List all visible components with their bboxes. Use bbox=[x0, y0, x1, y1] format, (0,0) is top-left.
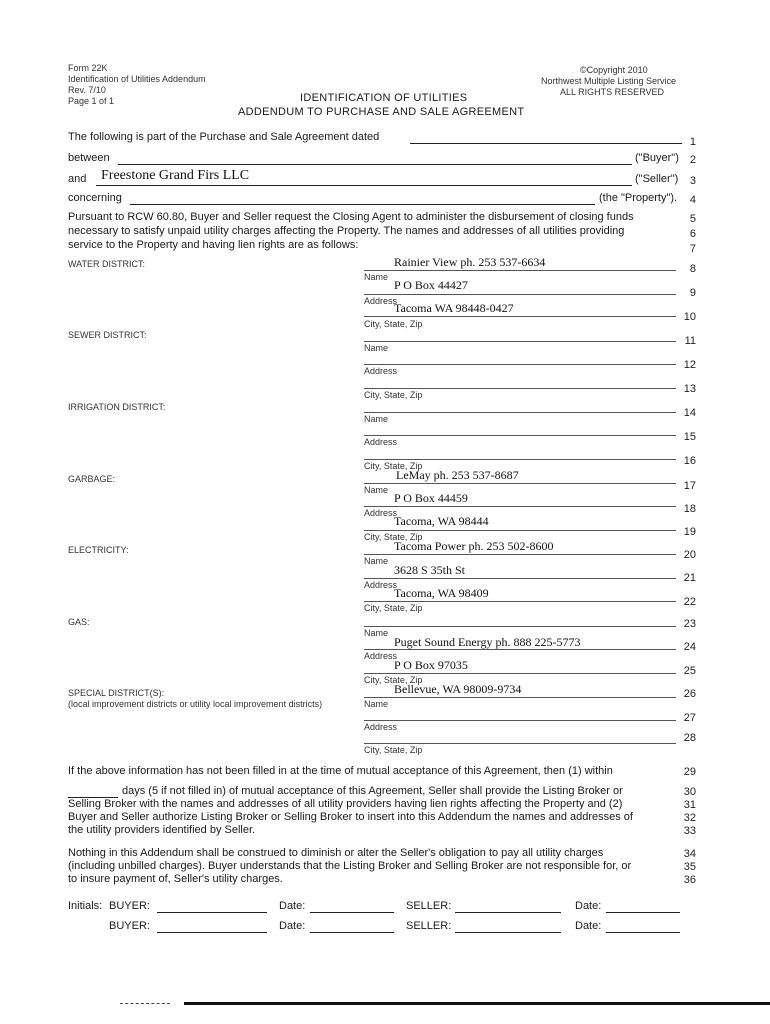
water-address-label: Address bbox=[364, 296, 398, 306]
form-name: Identification of Utilities Addendum bbox=[68, 74, 206, 84]
electricity-name-field[interactable] bbox=[364, 554, 676, 555]
line-number: 16 bbox=[683, 455, 696, 467]
line-number: 23 bbox=[683, 618, 696, 630]
form-revision: Rev. 7/10 bbox=[68, 85, 106, 95]
water-city-field[interactable] bbox=[364, 316, 676, 317]
line-number: 11 bbox=[684, 335, 696, 347]
copyright: ©Copyright 2010 bbox=[580, 65, 648, 75]
line-number: 18 bbox=[683, 503, 696, 515]
buyer-date-label-1: Date: bbox=[279, 900, 306, 912]
form-number: Form 22K bbox=[68, 63, 108, 73]
pursuant-line-3: service to the Property and having lien rights are as follows: bbox=[68, 239, 359, 251]
line-number: 32 bbox=[683, 812, 696, 824]
special-name-label: Name bbox=[364, 699, 389, 709]
line-number: 34 bbox=[683, 848, 696, 860]
electricity-address-field[interactable] bbox=[364, 578, 676, 579]
line-number: 3 bbox=[689, 175, 696, 187]
special-city-label: City, State, Zip bbox=[364, 745, 423, 755]
electricity-address-value: 3628 S 35th St bbox=[394, 563, 466, 577]
gas-address-label: Address bbox=[364, 651, 398, 661]
line-number: 24 bbox=[683, 641, 696, 653]
seller-date-label-1: Date: bbox=[575, 900, 602, 912]
water-city-label: City, State, Zip bbox=[364, 319, 423, 329]
sewer-district-label: SEWER DISTRICT: bbox=[68, 330, 147, 340]
pursuant-line-1: Pursuant to RCW 60.80, Buyer and Seller request the Closing Agent to administer the disbursement of closing funds bbox=[68, 211, 634, 223]
buyer-initials-label-1: BUYER: bbox=[109, 900, 150, 912]
seller-date-field-1[interactable] bbox=[606, 912, 680, 913]
line-number: 12 bbox=[683, 359, 696, 371]
electricity-name-value: Tacoma Power ph. 253 502-8600 bbox=[394, 539, 554, 553]
buyer-initials-label-2: BUYER: bbox=[109, 920, 150, 932]
line-number: 7 bbox=[689, 243, 696, 255]
line-number: 19 bbox=[683, 526, 696, 538]
irrigation-city-field[interactable] bbox=[364, 459, 676, 460]
paragraph-1-line-4: Buyer and Seller authorize Listing Broker or Selling Broker to insert into this Addendum the names and addresses of bbox=[68, 811, 633, 823]
seller-date-label-2: Date: bbox=[575, 920, 602, 932]
water-city-value: Tacoma WA 98448-0427 bbox=[394, 301, 514, 315]
gas-name-label: Name bbox=[364, 628, 389, 638]
electricity-address-label: Address bbox=[364, 580, 398, 590]
line-number: 31 bbox=[683, 799, 696, 811]
line-number: 20 bbox=[683, 549, 696, 561]
water-district-label: WATER DISTRICT: bbox=[68, 259, 145, 269]
buyer-initials-field-1[interactable] bbox=[157, 912, 267, 913]
gas-address-value: P O Box 97035 bbox=[394, 658, 468, 672]
organization: Northwest Multiple Listing Service bbox=[541, 76, 677, 86]
paragraph-1-line-2: days (5 if not filled in) of mutual acceptance of this Agreement, Seller shall provide the Listing Broker or bbox=[122, 785, 623, 797]
water-name-field[interactable] bbox=[364, 270, 676, 271]
water-name-label: Name bbox=[364, 272, 389, 282]
sewer-name-field[interactable] bbox=[364, 341, 676, 342]
line-number: 1 bbox=[689, 136, 696, 148]
buyer-field[interactable] bbox=[118, 164, 632, 165]
garbage-address-field[interactable] bbox=[364, 506, 676, 507]
garbage-city-label: City, State, Zip bbox=[364, 532, 423, 542]
seller-suffix: ("Seller") bbox=[635, 173, 679, 185]
line-number: 9 bbox=[689, 287, 696, 299]
line-number: 29 bbox=[683, 766, 696, 778]
concerning-label: concerning bbox=[68, 192, 122, 204]
title-line-1: IDENTIFICATION OF UTILITIES bbox=[300, 92, 468, 104]
special-district-sublabel: (local improvement districts or utility local improvement districts) bbox=[68, 699, 323, 709]
seller-initials-field-2[interactable] bbox=[455, 932, 561, 933]
initials-label: Initials: bbox=[68, 900, 103, 912]
line-number: 36 bbox=[683, 874, 696, 886]
line-number: 15 bbox=[683, 431, 696, 443]
pursuant-line-2: necessary to satisfy unpaid utility charges affecting the Property. The names and addresses of all utilities providing bbox=[68, 225, 625, 237]
buyer-date-field-2[interactable] bbox=[310, 932, 394, 933]
electricity-city-label: City, State, Zip bbox=[364, 603, 423, 613]
date-field[interactable] bbox=[410, 143, 682, 144]
paragraph-2-line-1: Nothing in this Addendum shall be construed to diminish or alter the Seller's obligation to pay all utility charges bbox=[68, 847, 604, 859]
water-address-field[interactable] bbox=[364, 294, 676, 295]
dated-label: The following is part of the Purchase and Sale Agreement dated bbox=[68, 131, 380, 143]
line-number: 13 bbox=[683, 383, 696, 395]
line-number: 21 bbox=[683, 572, 696, 584]
irrigation-name-label: Name bbox=[364, 414, 389, 424]
irrigation-district-label: IRRIGATION DISTRICT: bbox=[68, 402, 166, 412]
buyer-suffix: ("Buyer") bbox=[635, 152, 679, 164]
buyer-date-label-2: Date: bbox=[279, 920, 306, 932]
gas-city-value: Bellevue, WA 98009-9734 bbox=[394, 682, 522, 696]
gas-label: GAS: bbox=[68, 617, 90, 627]
garbage-city-value: Tacoma, WA 98444 bbox=[394, 514, 489, 528]
line-number: 14 bbox=[683, 407, 696, 419]
gas-city-label: City, State, Zip bbox=[364, 675, 423, 685]
garbage-address-label: Address bbox=[364, 508, 398, 518]
water-address-value: P O Box 44427 bbox=[394, 278, 468, 292]
electricity-city-field[interactable] bbox=[364, 601, 676, 602]
paragraph-2-line-2: (including unbilled charges). Buyer understands that the Listing Broker and Selling Broker are not responsible for, or bbox=[68, 860, 632, 872]
special-address-field[interactable] bbox=[364, 720, 676, 721]
line-number: 30 bbox=[683, 786, 696, 798]
line-number: 25 bbox=[683, 665, 696, 677]
title-line-2: ADDENDUM TO PURCHASE AND SALE AGREEMENT bbox=[238, 106, 525, 118]
between-label: between bbox=[68, 152, 110, 164]
line-number: 2 bbox=[689, 154, 696, 166]
line-number: 22 bbox=[683, 596, 696, 608]
seller-name: Freestone Grand Firs LLC bbox=[101, 168, 250, 183]
line-number: 35 bbox=[683, 861, 696, 873]
electricity-label: ELECTRICITY: bbox=[68, 545, 129, 555]
irrigation-address-field[interactable] bbox=[364, 435, 676, 436]
sewer-city-label: City, State, Zip bbox=[364, 390, 423, 400]
special-name-field[interactable] bbox=[364, 697, 676, 698]
line-number: 33 bbox=[683, 825, 696, 837]
paragraph-2-line-3: to insure payment of, Seller's utility charges. bbox=[68, 873, 283, 885]
paragraph-1-line-5: the utility providers identified by Seller. bbox=[68, 824, 256, 836]
irrigation-address-label: Address bbox=[364, 437, 398, 447]
line-number: 26 bbox=[683, 688, 696, 700]
special-city-field[interactable] bbox=[364, 743, 676, 744]
seller-field[interactable] bbox=[96, 185, 632, 186]
garbage-address-value: P O Box 44459 bbox=[394, 491, 468, 505]
line-number: 6 bbox=[689, 228, 696, 240]
line-number: 10 bbox=[683, 311, 696, 323]
buyer-initials-field-2[interactable] bbox=[157, 932, 267, 933]
line-number: 17 bbox=[683, 480, 696, 492]
electricity-name-label: Name bbox=[364, 556, 389, 566]
irrigation-name-field[interactable] bbox=[364, 412, 676, 413]
and-label: and bbox=[68, 173, 87, 185]
garbage-name-value: LeMay ph. 253 537-8687 bbox=[396, 468, 519, 482]
scan-edge-dashed bbox=[120, 1003, 170, 1004]
gas-city-field[interactable] bbox=[364, 673, 676, 674]
line-number: 27 bbox=[683, 712, 696, 724]
paragraph-1-line-3: Selling Broker with the names and addresses of all utility providers having lien rights affecting the Property and (2) bbox=[68, 798, 623, 810]
gas-address-field[interactable] bbox=[364, 649, 676, 650]
sewer-address-label: Address bbox=[364, 366, 398, 376]
property-suffix: (the "Property"). bbox=[599, 192, 678, 204]
gas-name-value: Puget Sound Energy ph. 888 225-5773 bbox=[394, 635, 581, 649]
rights-reserved: ALL RIGHTS RESERVED bbox=[560, 87, 665, 97]
sewer-name-label: Name bbox=[364, 343, 389, 353]
water-name-value: Rainier View ph. 253 537-6634 bbox=[394, 255, 546, 269]
page-indicator: Page 1 of 1 bbox=[68, 96, 115, 106]
irrigation-city-label: City, State, Zip bbox=[364, 461, 423, 471]
garbage-label: GARBAGE: bbox=[68, 474, 116, 484]
line-number: 4 bbox=[689, 194, 696, 206]
sewer-address-field[interactable] bbox=[364, 364, 676, 365]
paragraph-1-line-1: If the above information has not been filled in at the time of mutual acceptance of this Agreement, then (1) within bbox=[68, 765, 613, 777]
seller-initials-field-1[interactable] bbox=[455, 912, 561, 913]
line-number: 8 bbox=[689, 263, 696, 275]
line-number: 5 bbox=[689, 213, 696, 225]
sewer-city-field[interactable] bbox=[364, 388, 676, 389]
garbage-name-label: Name bbox=[364, 485, 389, 495]
special-district-label: SPECIAL DISTRICT(S): bbox=[68, 688, 165, 698]
property-field[interactable] bbox=[130, 204, 595, 205]
buyer-date-field-1[interactable] bbox=[310, 912, 394, 913]
electricity-city-value: Tacoma, WA 98409 bbox=[394, 586, 489, 600]
garbage-name-field[interactable] bbox=[364, 483, 676, 484]
gas-name-field[interactable] bbox=[364, 626, 676, 627]
seller-initials-label-1: SELLER: bbox=[406, 900, 452, 912]
garbage-city-field[interactable] bbox=[364, 530, 676, 531]
line-number: 28 bbox=[683, 732, 696, 744]
seller-initials-label-2: SELLER: bbox=[406, 920, 452, 932]
scan-edge-line bbox=[184, 1002, 770, 1005]
special-address-label: Address bbox=[364, 722, 398, 732]
seller-date-field-2[interactable] bbox=[606, 932, 680, 933]
